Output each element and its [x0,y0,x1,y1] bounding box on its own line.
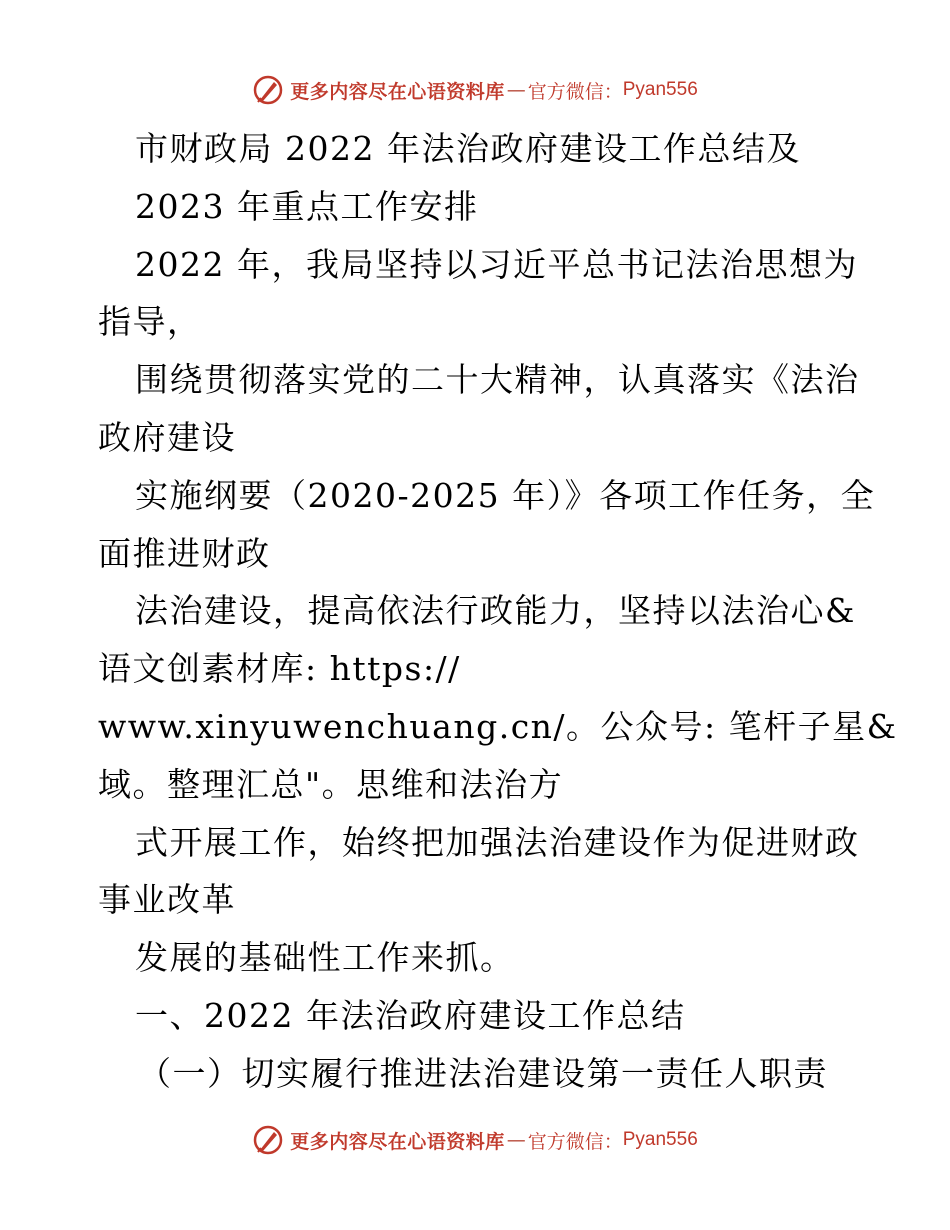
watermark-wechat-label: 官方微信： [527,1130,623,1153]
paragraph-line: 事业改革 [98,880,236,920]
watermark-wechat-label: 官方微信： [527,80,623,103]
paragraph-line: 实施纲要（2020-2025 年）》各项工作任务，全 [135,475,876,515]
quill-pen-circle-icon [252,74,284,106]
doc-title-line-1: 市财政局 2022 年法治政府建设工作总结及 [135,129,801,168]
subsection-heading: （一）切实履行推进法治建设第一责任人职责 [138,1053,828,1093]
doc-title-line-2: 2023 年重点工作安排 [135,186,479,226]
watermark-footer [0,1120,950,1160]
watermark-text: 更多内容尽在心语资料库 [290,1130,505,1153]
watermark-wechat-id: Pyan556 [622,1129,698,1150]
paragraph-line: 式开展工作，始终把加强法治建设作为促进财政 [135,822,860,862]
paragraph-line: 语文创素材库: https:// [98,649,461,689]
paragraph-line: 2022 年，我局坚持以习近平总书记法治思想为 [135,244,858,284]
watermark-header [0,70,950,110]
section-heading: 一、2022 年法治政府建设工作总结 [135,995,686,1035]
paragraph-line: 面推进财政 [98,533,271,573]
paragraph-line: 政府建设 [98,417,236,457]
paragraph-line: 指导， [98,302,202,342]
paragraph-line: 围绕贯彻落实党的二十大精神，认真落实《法治 [135,360,860,400]
watermark-text: 更多内容尽在心语资料库 [290,80,505,103]
watermark-wechat-id: Pyan556 [622,79,698,100]
watermark-dash: — [506,1129,526,1151]
paragraph-line: 域。整理汇总"。思维和法治方 [98,764,564,804]
paragraph-line: 法治建设，提高依法行政能力，坚持以法治心& [135,591,856,631]
paragraph-line: www.xinyuwenchuang.cn/。公众号: 笔杆子星& [98,706,898,746]
watermark-dash: — [506,79,526,101]
quill-pen-circle-icon [252,1124,284,1156]
paragraph-line: 发展的基础性工作来抓。 [135,938,515,978]
document-body [98,120,898,1103]
